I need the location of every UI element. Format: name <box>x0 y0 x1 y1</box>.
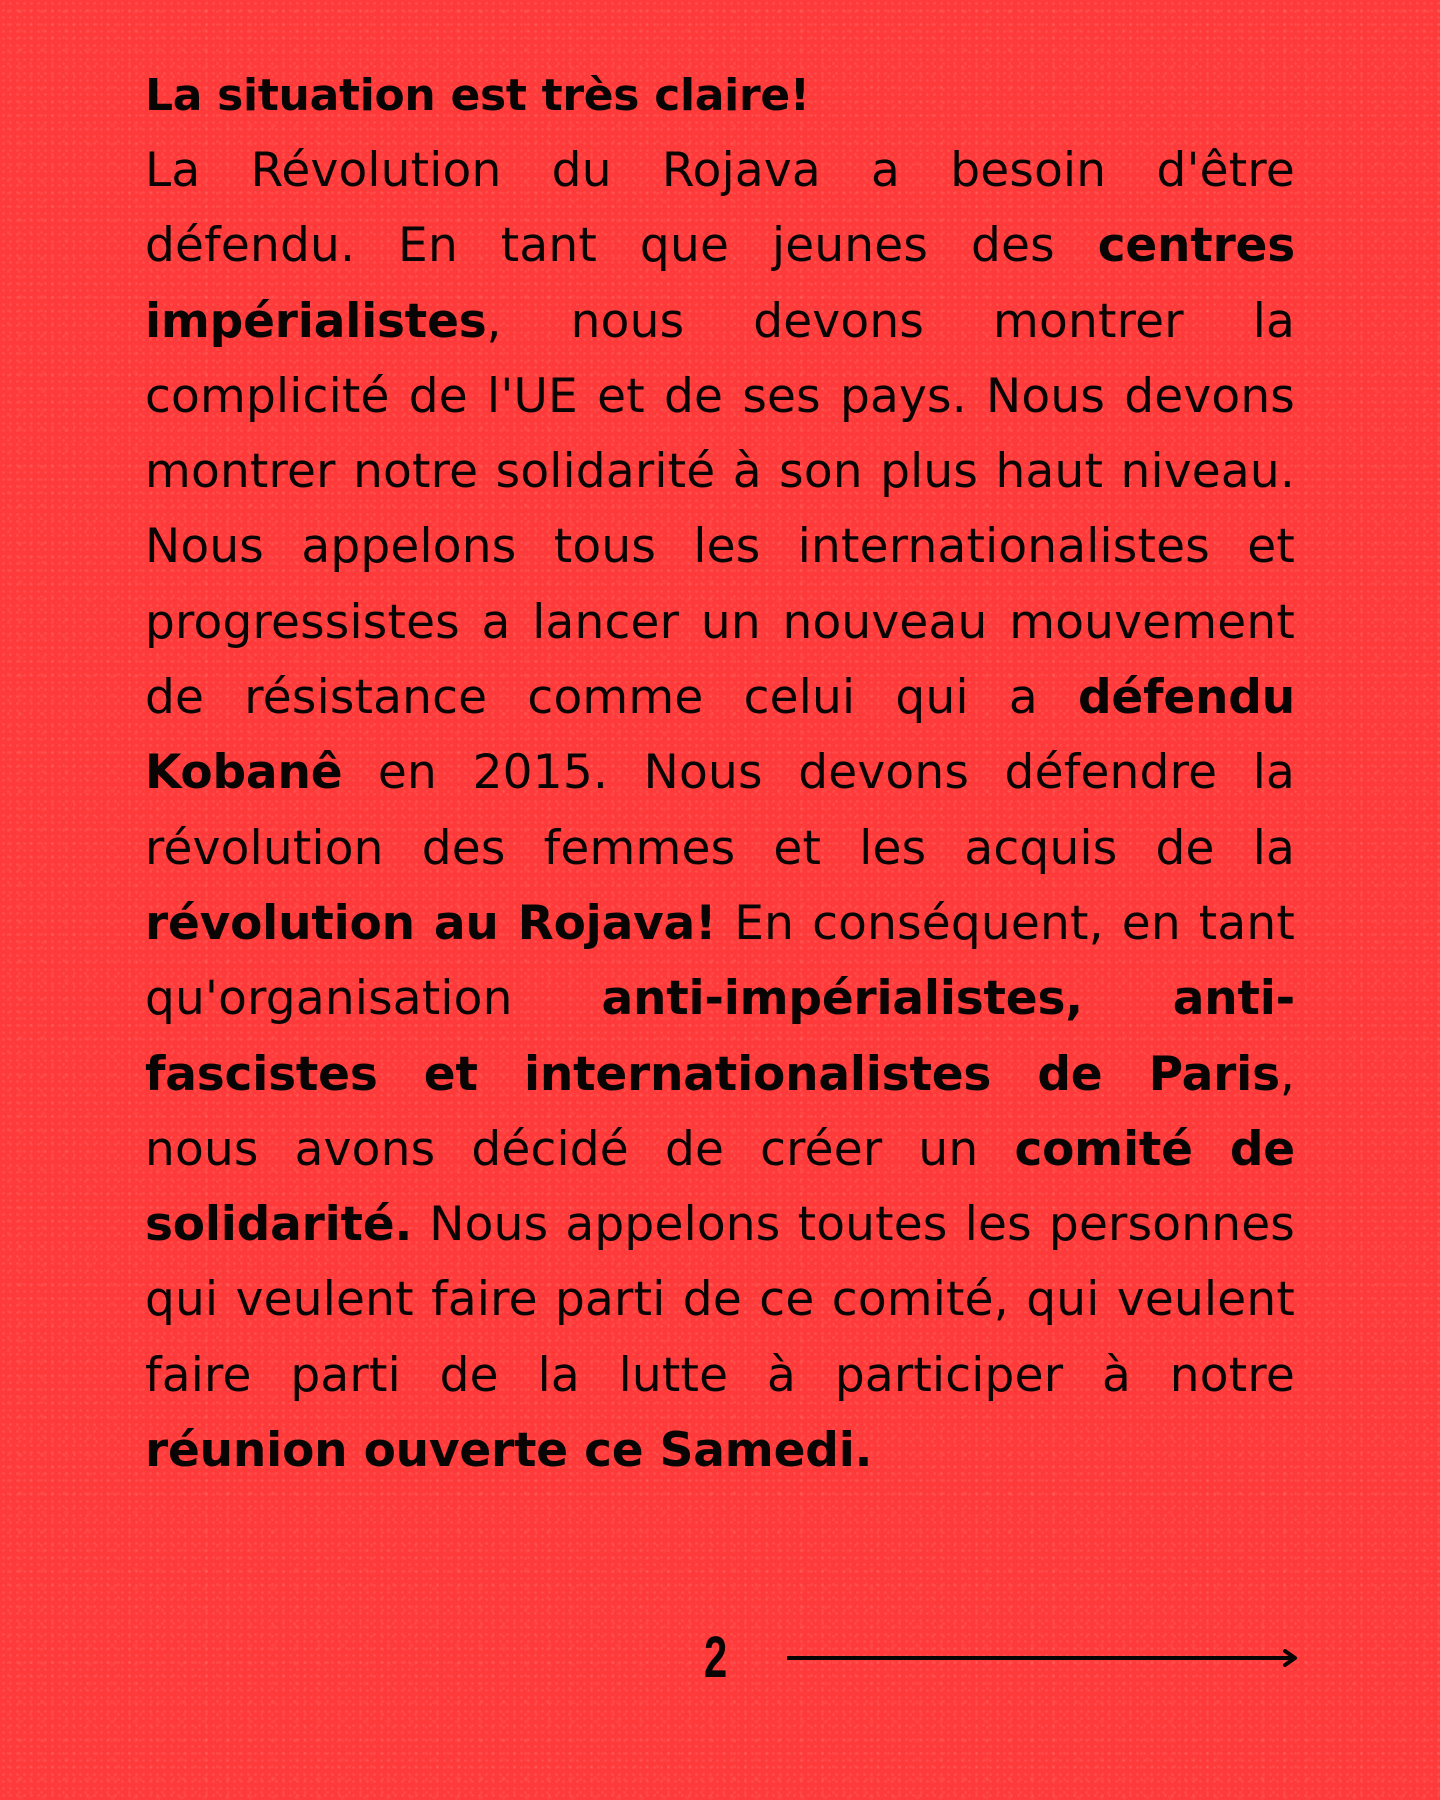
page-footer <box>700 1625 1300 1690</box>
emphasis-segment: défendu Kobanê <box>145 670 1295 801</box>
emphasis-segment: anti-impérialistes, anti-fascistes et internationalistes de Paris <box>145 971 1295 1102</box>
long-right-arrow-icon[interactable] <box>787 1649 1299 1667</box>
page-number: 2 <box>704 1625 728 1690</box>
emphasis-segment: centres impérialistes <box>145 218 1295 349</box>
emphasis-segment: comité de solidarité. <box>145 1121 1295 1253</box>
emphasis-segment: révolution au Rojava! <box>145 895 717 951</box>
text-segment: , nous avons décidé de créer un <box>145 1046 1295 1177</box>
text-segment: , nous devons montrer la complicité de l'UE et de ses pays. Nous devons montrer notre solidarité à son plus haut niveau. Nous appelons tous les internationalistes et progressistes a lancer un nouveau mouvement de résistance comme celui qui a <box>145 293 1295 726</box>
text-segment: En conséquent, en tant qu'organisation <box>145 895 1295 1027</box>
text-segment: La Révolution du Rojava a besoin d'être défendu. En tant que jeunes des <box>145 143 1295 274</box>
text-segment: en 2015. Nous devons défendre la révolution des femmes et les acquis de la <box>145 745 1295 876</box>
emphasis-segment: réunion ouverte ce Samedi. <box>145 1423 873 1479</box>
text-segment: Nous appelons toutes les personnes qui veulent faire parti de ce comité, qui veulent faire parti de la lutte à participer à notre <box>145 1197 1295 1403</box>
body-paragraph <box>145 133 1295 1488</box>
document-page <box>145 58 1295 1488</box>
page-title: La situation est très claire! <box>145 70 810 121</box>
